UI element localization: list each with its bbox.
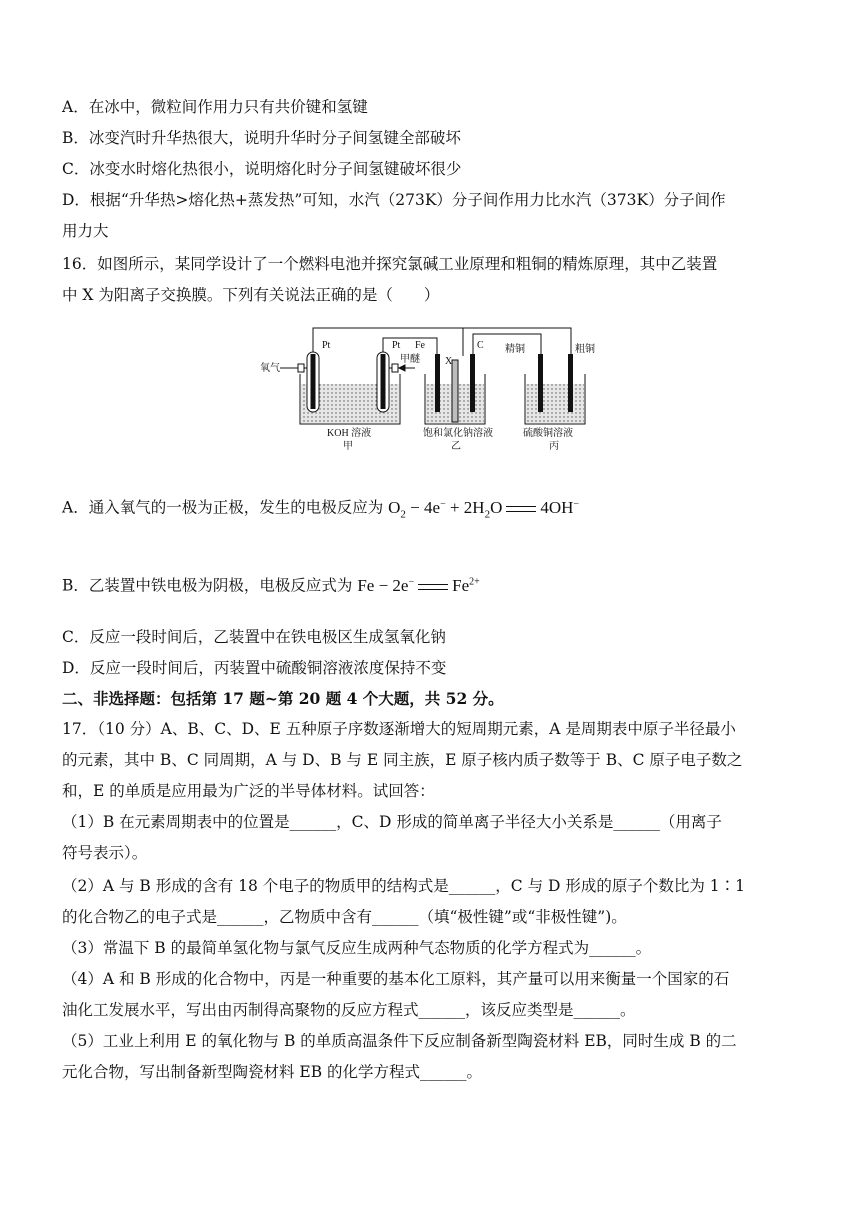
q15-option-b: B．冰变汽时升华热很大，说明升华时分子间氢键全部破坏 <box>62 129 461 147</box>
section-two-heading: 二、非选择题：包括第 17 题~第 20 题 4 个大题，共 52 分。 <box>62 689 504 708</box>
label-x: X <box>445 356 453 367</box>
label-pt2: Pt <box>392 340 401 351</box>
q17-part3: （3）常温下 B 的最简单氢化物与氯气反应生成两种气态物质的化学方程式为______。 <box>62 939 652 957</box>
label-bing: 丙 <box>549 441 559 452</box>
q15-option-d-line2: 用力大 <box>62 222 109 240</box>
q16-option-d: D．反应一段时间后，丙装置中硫酸铜溶液浓度保持不变 <box>62 659 447 677</box>
q17-part5-line1: （5）工业上利用 E 的氧化物与 B 的单质高温条件下反应制备新型陶瓷材料 EB，同时生成 B 的二 <box>62 1032 737 1050</box>
q17-part4-line2: 油化工发展水平，写出由丙制得高聚物的反应方程式______，该反应类型是______。 <box>62 1001 636 1019</box>
label-refined-cu: 精铜 <box>505 344 525 355</box>
q15-option-a: A．在冰中，微粒间作用力只有共价键和氢键 <box>62 98 368 116</box>
label-pt1: Pt <box>322 340 331 351</box>
q17-part1-line2: 符号表示）。 <box>62 844 148 862</box>
label-ether: 甲醚 <box>400 354 420 365</box>
electrochemistry-apparatus-diagram <box>255 324 605 454</box>
label-oxygen: 氧气 <box>260 363 280 374</box>
q16-option-b-equation: Fe − 2e− $Fe^{2+}$ <box>357 575 480 595</box>
q16-option-a-equation: $O_2 - 4e^- + 2H_2O$ 4OH− <box>388 497 580 521</box>
q16-stem-line2: 中 X 为阳离子交换膜。下列有关说法正确的是（ ） <box>62 286 440 304</box>
q17-stem-line2: 的元素，其中 B、C 同周期，A 与 D、B 与 E 同主族，E 原子核内质子数等于 B、C 原子电子数之 <box>62 751 743 769</box>
q17-part1-line1: （1）B 在元素周期表中的位置是______，C、D 形成的简单离子半径大小关系是______（用离子 <box>62 813 722 831</box>
label-yi: 乙 <box>451 441 461 452</box>
q15-option-c: C．冰变水时熔化热很小，说明熔化时分子间氢键破坏很少 <box>62 160 462 178</box>
label-nacl: 饱和氯化钠溶液 <box>423 428 493 439</box>
q17-stem-line3: 和，E 的单质是应用最为广泛的半导体材料。试回答： <box>62 782 435 800</box>
q16-stem-line1: 16．如图所示，某同学设计了一个燃料电池并探究氯碱工业原理和粗铜的精炼原理，其中乙装置 <box>62 255 718 273</box>
q17-part5-line2: 元化合物，写出制备新型陶瓷材料 EB 的化学方程式______。 <box>62 1063 483 1081</box>
q17-part2-line2: 的化合物乙的电子式是______，乙物质中含有______（填“极性键”或“非极性键”)。 <box>62 908 627 926</box>
q17-part4-line1: （4）A 和 B 形成的化合物中，丙是一种重要的基本化工原料，其产量可以用来衡量一个国家的石 <box>62 970 730 988</box>
label-fe: Fe <box>415 340 425 351</box>
q16-option-a <box>62 493 802 525</box>
label-c: C <box>477 340 484 351</box>
label-koh: KOH 溶液 <box>327 428 372 439</box>
q16-option-c: C．反应一段时间后，乙装置中在铁电极区生成氢氧化钠 <box>62 628 446 646</box>
label-jia: 甲 <box>343 441 353 452</box>
q17-stem-line1: 17．（10 分）A、B、C、D、E 五种原子序数逐渐增大的短周期元素，A 是周期表中原子半径最小 <box>62 720 736 738</box>
q17-part2-line1: （2）A 与 B 形成的含有 18 个电子的物质甲的结构式是______，C 与 D 形成的原子个数比为 1∶1 <box>62 877 746 895</box>
q15-option-d-line1: D．根据“升华热>熔化热+蒸发热”可知，水汽（273K）分子间作用力比水汽（373K）分子间作 <box>62 191 726 209</box>
q16-option-a-text: A．通入氧气的一极为正极，发生的电极反应为 <box>62 498 384 517</box>
q16-option-b <box>62 571 802 597</box>
label-cuso4: 硫酸铜溶液 <box>523 428 573 439</box>
label-crude-cu: 粗铜 <box>575 344 595 355</box>
q16-option-b-text: B．乙装置中铁电极为阴极，电极反应式为 <box>62 576 353 595</box>
